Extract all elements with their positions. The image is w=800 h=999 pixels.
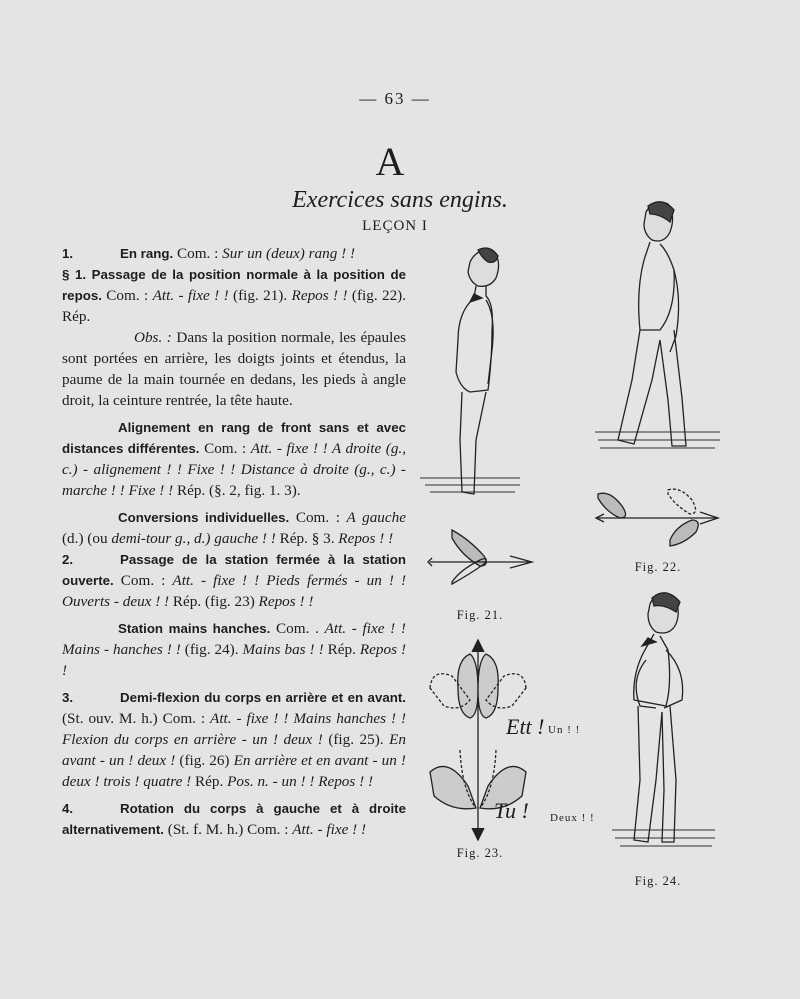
figure-reference: (fig. 21). [233, 287, 288, 304]
command-prefix: (St. f. M. h.) Com. : [167, 821, 289, 838]
lesson-heading: LEÇON I [362, 218, 428, 234]
command-label: Com. [177, 245, 211, 262]
exercise-heading: § 1. Passage de la position normale à la position de repos. [62, 267, 406, 303]
figure-reference: (fig. 25). [328, 731, 384, 748]
exercise-heading: Station mains hanches. [118, 621, 271, 636]
exercise-heading: Rotation du corps à gauche et à droite alternativement. [62, 801, 406, 837]
figure-21-illustration [420, 248, 520, 494]
figure-reference: (fig. 24). [184, 641, 239, 658]
figure-22-illustration [595, 202, 720, 448]
figure-reference: Rép. (fig. 23) [172, 593, 255, 610]
command-label: Com. : [204, 440, 247, 457]
exercise-heading: Alignement en rang de front sans et avec distances différentes. [62, 420, 406, 456]
command-label: Com. : [106, 287, 149, 304]
command-text: Att. - fixe ! ! A droite (g., c.) - alignement ! ! Fixe ! ! Distance à droite (g., c.) - marche ! ! Fixe ! ! [62, 440, 407, 499]
caption-fig-24: Fig. 24. [634, 874, 682, 888]
figure-reference: Rép. (§. 2, fig. 1. 3). [176, 482, 301, 499]
caption-fig-23: Fig. 23. [456, 846, 504, 860]
command-text: Repos ! ! [291, 287, 348, 304]
figure-22-feet [596, 489, 718, 546]
command-text: Att. - fixe ! ! Mains hanches ! ! Flexion du corps en arrière - un ! deux ! [62, 710, 406, 748]
command-text-plain: (d.) (ou [62, 530, 108, 547]
command-text: Att. - fixe ! ! [152, 287, 229, 304]
command-text: Repos ! ! [258, 593, 314, 610]
paragraph-1: 1. En rang. Com. : Sur un (deux) rang ! ! [62, 245, 356, 262]
section-title: Exercices sans engins. [292, 187, 508, 213]
figure-reference: (fig. 22). Rép. [62, 287, 407, 325]
obs-text: Dans la position normale, les épaules sont portées en arrière, les doigts joints et étendus, la paume de la main tournée en dedans, les pieds à angle droit, la ceinture rentrée, la tête haute. [62, 329, 407, 409]
exercise-heading: En rang. [120, 246, 174, 261]
command-text: Att. - fixe ! ! Mains - hanches ! ! [62, 620, 406, 658]
rep-label: Rép. [195, 773, 224, 790]
exercise-heading: Passage de la station fermée à la station ouverte. [62, 552, 406, 588]
exercise-number: 1. [62, 246, 74, 261]
figure-reference: (fig. 26) [179, 752, 230, 769]
section-letter: A [375, 139, 405, 184]
command-text: Att. - fixe ! ! [292, 821, 367, 838]
page-number: — 63 — [359, 89, 431, 108]
command-text: En avant - un ! deux ! [62, 731, 406, 769]
caption-fig-22: Fig. 22. [634, 560, 682, 574]
caption-fig-21: Fig. 21. [456, 608, 504, 622]
exercise-heading: Conversions individuelles. [118, 510, 290, 525]
count-label-2: Deux ! ! [550, 812, 595, 824]
command-text: A gauche [346, 509, 406, 526]
rep-label: Rép. [327, 641, 356, 658]
exercise-number: 3. [62, 690, 74, 705]
command-text: Mains bas ! ! [242, 641, 324, 658]
command-text: Repos ! ! [338, 530, 394, 547]
count-label-1: Un ! ! [548, 724, 581, 736]
command-prefix: (St. ouv. M. h.) Com. : [62, 710, 206, 727]
command-text: Sur un (deux) rang ! ! [222, 245, 356, 262]
handwritten-note-2: Tu ! [494, 798, 529, 823]
command-text: Att. - fixe ! ! Pieds fermés - un ! ! Ouverts - deux ! ! [62, 572, 407, 610]
obs-label: Obs. : [134, 329, 172, 346]
command-label: Com. : [295, 509, 340, 526]
exercise-number: 4. [62, 801, 74, 816]
exercise-number: 2. [62, 552, 74, 567]
command-text: Repos ! ! [62, 641, 407, 679]
command-text: demi-tour g., d.) gauche ! ! [111, 530, 276, 547]
handwritten-note-1: Ett ! [506, 714, 545, 739]
exercise-heading: Demi-flexion du corps en arrière et en avant. [120, 690, 406, 705]
command-text: En arrière et en avant - un ! deux ! trois ! quatre ! [62, 752, 406, 790]
command-label: Com. . [276, 620, 319, 637]
command-label: Com. : [120, 572, 166, 589]
figure-21-feet [428, 530, 532, 584]
command-text: Pos. n. - un ! ! Repos ! ! [227, 773, 374, 790]
figure-24-illustration [612, 593, 715, 846]
figure-reference: Rép. § 3. [279, 530, 335, 547]
